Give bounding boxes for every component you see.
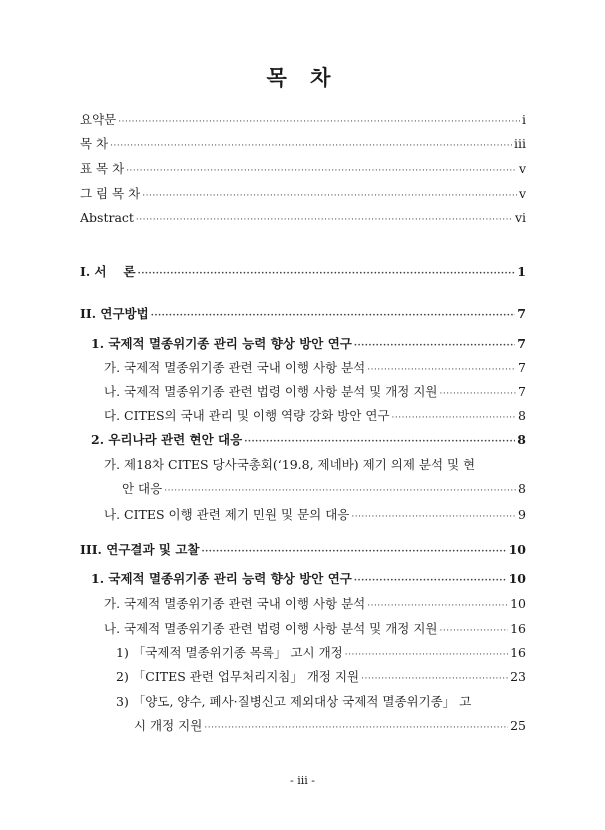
toc-leader (204, 718, 508, 738)
toc-leader (345, 645, 508, 665)
toc-page: 8 (518, 408, 526, 423)
toc-label: 2. 우리나라 관련 현안 대응 (91, 432, 243, 447)
toc-section-2-2[interactable] (91, 430, 526, 450)
toc-entry-contents[interactable] (80, 134, 526, 154)
toc-subsection[interactable] (104, 619, 526, 639)
toc-leader (351, 507, 516, 527)
toc-page: 10 (510, 596, 526, 611)
toc-subsection[interactable] (104, 358, 526, 378)
toc-subsection[interactable] (122, 479, 526, 499)
toc-leader (142, 186, 517, 206)
toc-leader (164, 481, 516, 501)
page-title: 목 차 (266, 65, 339, 90)
toc-page: 7 (517, 306, 526, 321)
toc-subsection[interactable] (104, 382, 526, 402)
toc-label: 1. 국제적 멸종위기종 관리 능력 향상 방안 연구 (91, 571, 352, 586)
toc-leader (361, 669, 508, 689)
toc-leader (118, 112, 520, 132)
toc-label: 1. 국제적 멸종위기종 관리 능력 향상 방안 연구 (91, 336, 352, 351)
toc-leader (354, 336, 515, 356)
toc-chapter-1[interactable] (80, 262, 526, 282)
toc-leader (151, 306, 516, 326)
toc-label: 1) 「국제적 멸종위기종 목록」 고시 개정 (116, 645, 343, 660)
toc-subsection[interactable] (104, 505, 526, 525)
toc-page: vi (514, 210, 526, 225)
toc-entry-tables[interactable] (80, 159, 526, 179)
toc-page: 7 (518, 360, 526, 375)
toc-label: 그 림 목 차 (80, 186, 141, 201)
toc-label: 목 차 (80, 136, 109, 151)
toc-label: II. 연구방법 (80, 306, 149, 321)
toc-page: i (522, 112, 526, 127)
toc-page: 10 (508, 571, 526, 586)
toc-page: 25 (510, 718, 526, 733)
page-number: - iii - (290, 774, 315, 787)
toc-item-line1[interactable]: 3) 「양도, 양수, 폐사·질병신고 제외대상 국제적 멸종위기종」 고 (116, 694, 472, 709)
toc-chapter-3[interactable] (80, 540, 526, 560)
toc-leader (367, 360, 516, 380)
toc-leader (392, 408, 517, 428)
toc-label: 다. CITES의 국내 관리 및 이행 역량 강화 방안 연구 (104, 408, 390, 423)
toc-leader (201, 542, 506, 562)
toc-leader (367, 596, 508, 616)
toc-leader (244, 432, 515, 452)
toc-label: I. 서 론 (80, 264, 136, 279)
toc-label: 가. 국제적 멸종위기종 관련 국내 이행 사항 분석 (104, 596, 366, 611)
toc-label: 안 대응 (122, 481, 163, 496)
toc-label: 나. 국제적 멸종위기종 관련 법령 이행 사항 분석 및 개정 지원 (104, 384, 438, 399)
toc-item[interactable] (116, 643, 526, 663)
toc-label: 표 목 차 (80, 161, 125, 176)
toc-page: 1 (517, 264, 526, 279)
toc-chapter-2[interactable] (80, 304, 526, 324)
toc-label: III. 연구결과 및 고찰 (80, 542, 200, 557)
toc-page: 7 (517, 336, 526, 351)
toc-label: 나. CITES 이행 관련 제기 민원 및 문의 대응 (104, 507, 350, 522)
toc-page: 8 (518, 481, 526, 496)
toc-item[interactable] (116, 667, 526, 687)
toc-page: v (518, 186, 526, 201)
toc-leader (126, 161, 517, 181)
toc-leader (110, 136, 512, 156)
toc-entry-abstract[interactable] (80, 208, 526, 228)
toc-page: 16 (510, 621, 526, 636)
toc-page: 7 (518, 384, 526, 399)
toc-page: v (518, 161, 526, 176)
toc-entry-summary[interactable] (80, 110, 526, 130)
toc-label: 요약문 (80, 112, 117, 127)
toc-page: 9 (518, 507, 526, 522)
toc-label: Abstract (80, 210, 134, 225)
toc-page: 8 (517, 432, 526, 447)
toc-page: 16 (510, 645, 526, 660)
toc-label: 나. 국제적 멸종위기종 관련 법령 이행 사항 분석 및 개정 지원 (104, 621, 438, 636)
toc-leader (354, 571, 507, 591)
toc-leader (440, 621, 509, 641)
toc-section-2-1[interactable] (91, 334, 526, 354)
toc-label: 시 개정 지원 (134, 718, 203, 733)
toc-label: 가. 국제적 멸종위기종 관련 국내 이행 사항 분석 (104, 360, 366, 375)
toc-subsection-line1[interactable]: 가. 제18차 CITES 당사국총회(‘19.8, 제네바) 제기 의제 분석 및 현 (104, 457, 476, 472)
toc-page: 10 (508, 542, 526, 557)
toc-leader (440, 384, 517, 404)
toc-page: iii (514, 136, 526, 151)
toc-label: 2) 「CITES 관련 업무처리지침」 개정 지원 (116, 669, 360, 684)
toc-subsection[interactable] (104, 406, 526, 426)
toc-entry-figures[interactable] (80, 184, 526, 204)
toc-page: 23 (510, 669, 526, 684)
toc-leader (136, 210, 513, 230)
toc-section-3-1[interactable] (91, 569, 526, 589)
toc-item[interactable] (134, 716, 526, 736)
toc-subsection[interactable] (104, 594, 526, 614)
toc-leader (138, 264, 516, 284)
